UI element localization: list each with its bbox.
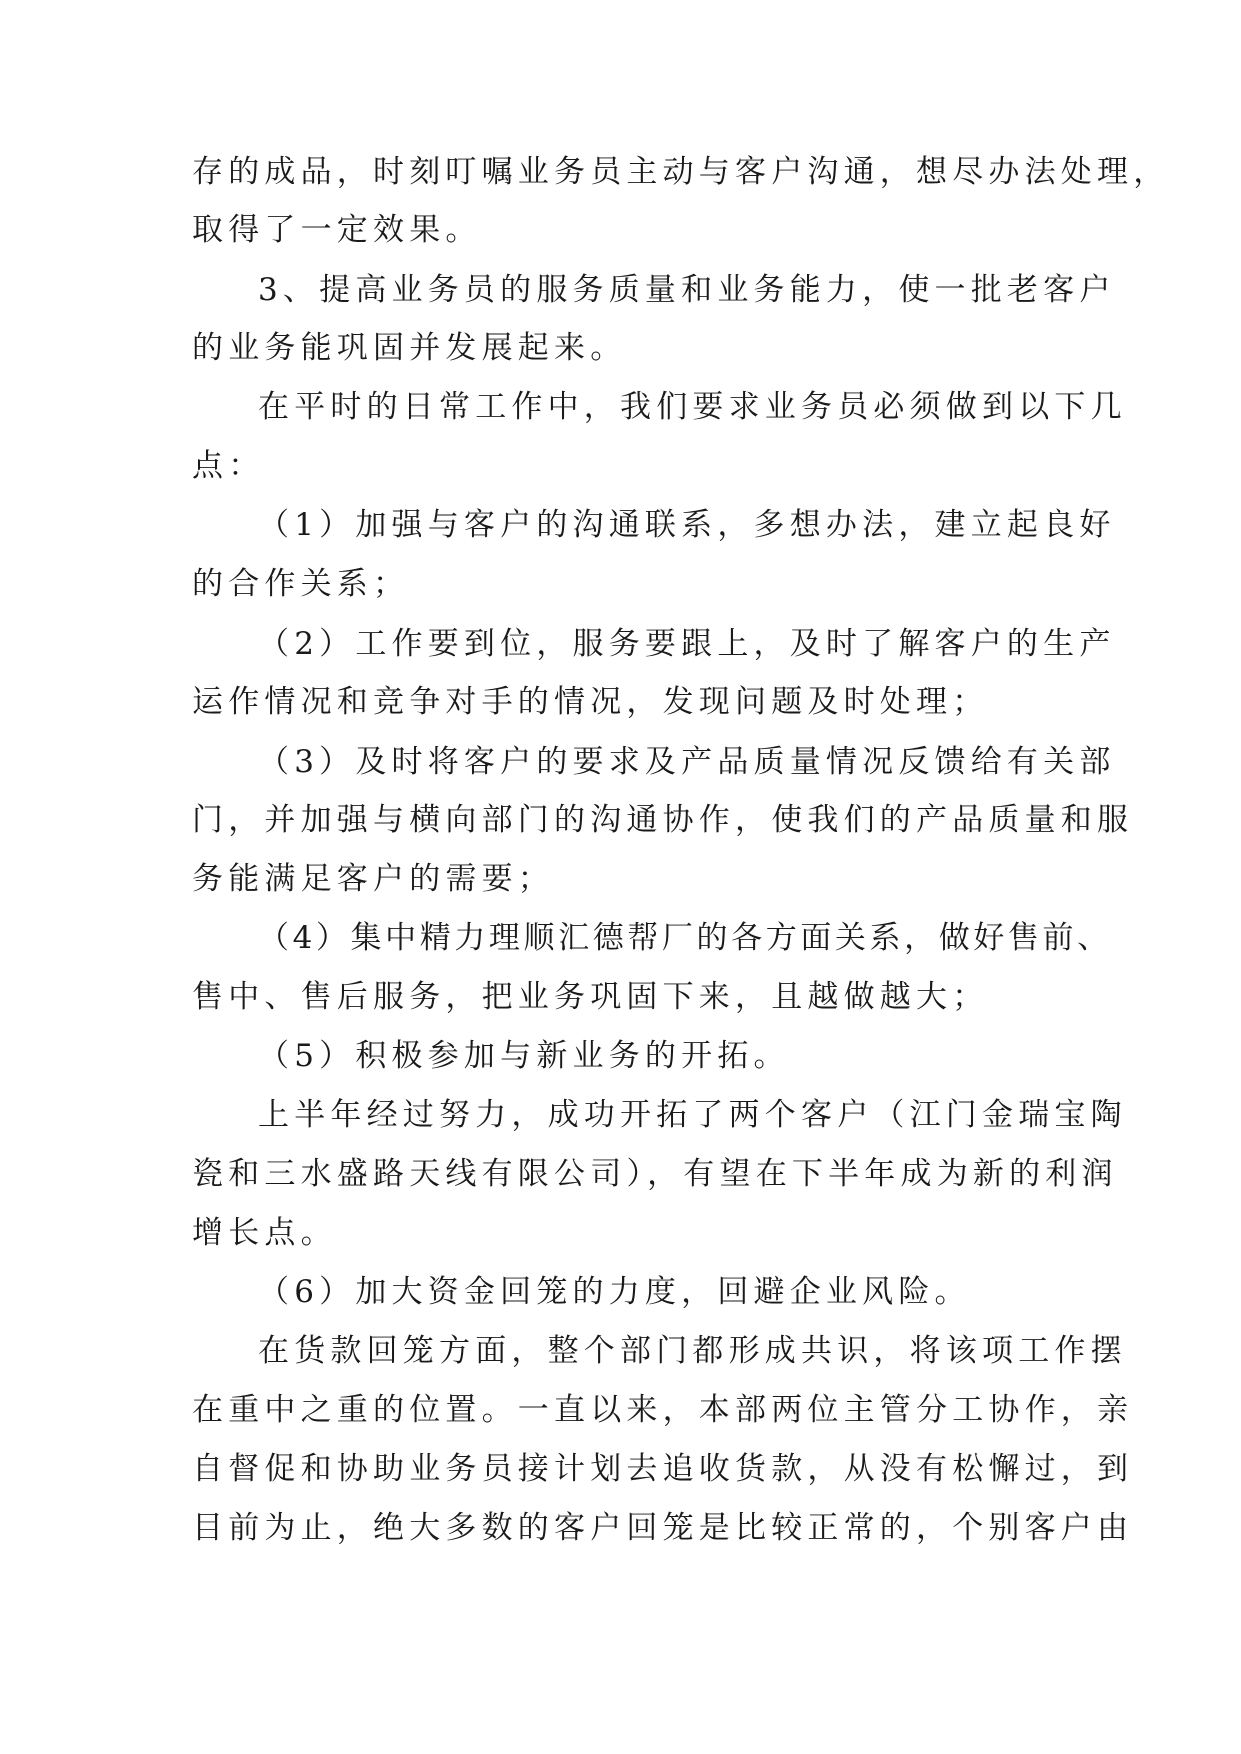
- text-line: 自督促和协助业务员接计划去追收货款，从没有松懈过，到: [192, 1451, 1134, 1487]
- text-line: （5）积极参加与新业务的开拓。: [258, 1038, 790, 1074]
- text-line: （1）加强与客户的沟通联系，多想办法，建立起良好: [258, 507, 1116, 543]
- text-line: 在货款回笼方面，整个部门都形成共识，将该项工作摆: [258, 1333, 1127, 1369]
- text-line: 运作情况和竞争对手的情况，发现问题及时处理；: [192, 684, 989, 720]
- text-line: 在平时的日常工作中，我们要求业务员必须做到以下几: [258, 389, 1127, 425]
- text-line: 存的成品，时刻叮嘱业务员主动与客户沟通，想尽办法处理，: [192, 154, 1170, 190]
- text-line: 的合作关系；: [192, 566, 410, 602]
- text-line: （2）工作要到位，服务要跟上，及时了解客户的生产: [258, 626, 1116, 662]
- text-line: 增长点。: [192, 1215, 337, 1251]
- text-line: （3）及时将客户的要求及产品质量情况反馈给有关部: [258, 744, 1116, 780]
- text-line: 瓷和三水盛路天线有限公司），有望在下半年成为新的利润: [192, 1156, 1118, 1192]
- text-line: 的业务能巩固并发展起来。: [192, 330, 627, 366]
- text-line: 售中、售后服务，把业务巩固下来，且越做越大；: [192, 979, 989, 1015]
- text-line: 在重中之重的位置。一直以来，本部两位主管分工协作，亲: [192, 1392, 1134, 1428]
- text-line: 门，并加强与横向部门的沟通协作，使我们的产品质量和服: [192, 802, 1134, 838]
- text-line: （4）集中精力理顺汇德帮厂的各方面关系，做好售前、: [258, 920, 1112, 956]
- text-line: 目前为止，绝大多数的客户回笼是比较正常的，个别客户由: [192, 1510, 1134, 1546]
- text-line: 上半年经过努力，成功开拓了两个客户（江门金瑞宝陶: [258, 1097, 1127, 1133]
- text-line: 取得了一定效果。: [192, 212, 482, 248]
- text-line: 3、提高业务员的服务质量和业务能力，使一批老客户: [258, 272, 1116, 308]
- text-line: （6）加大资金回笼的力度，回避企业风险。: [258, 1274, 971, 1310]
- text-line: 务能满足客户的需要；: [192, 861, 554, 897]
- text-line: 点：: [192, 448, 265, 484]
